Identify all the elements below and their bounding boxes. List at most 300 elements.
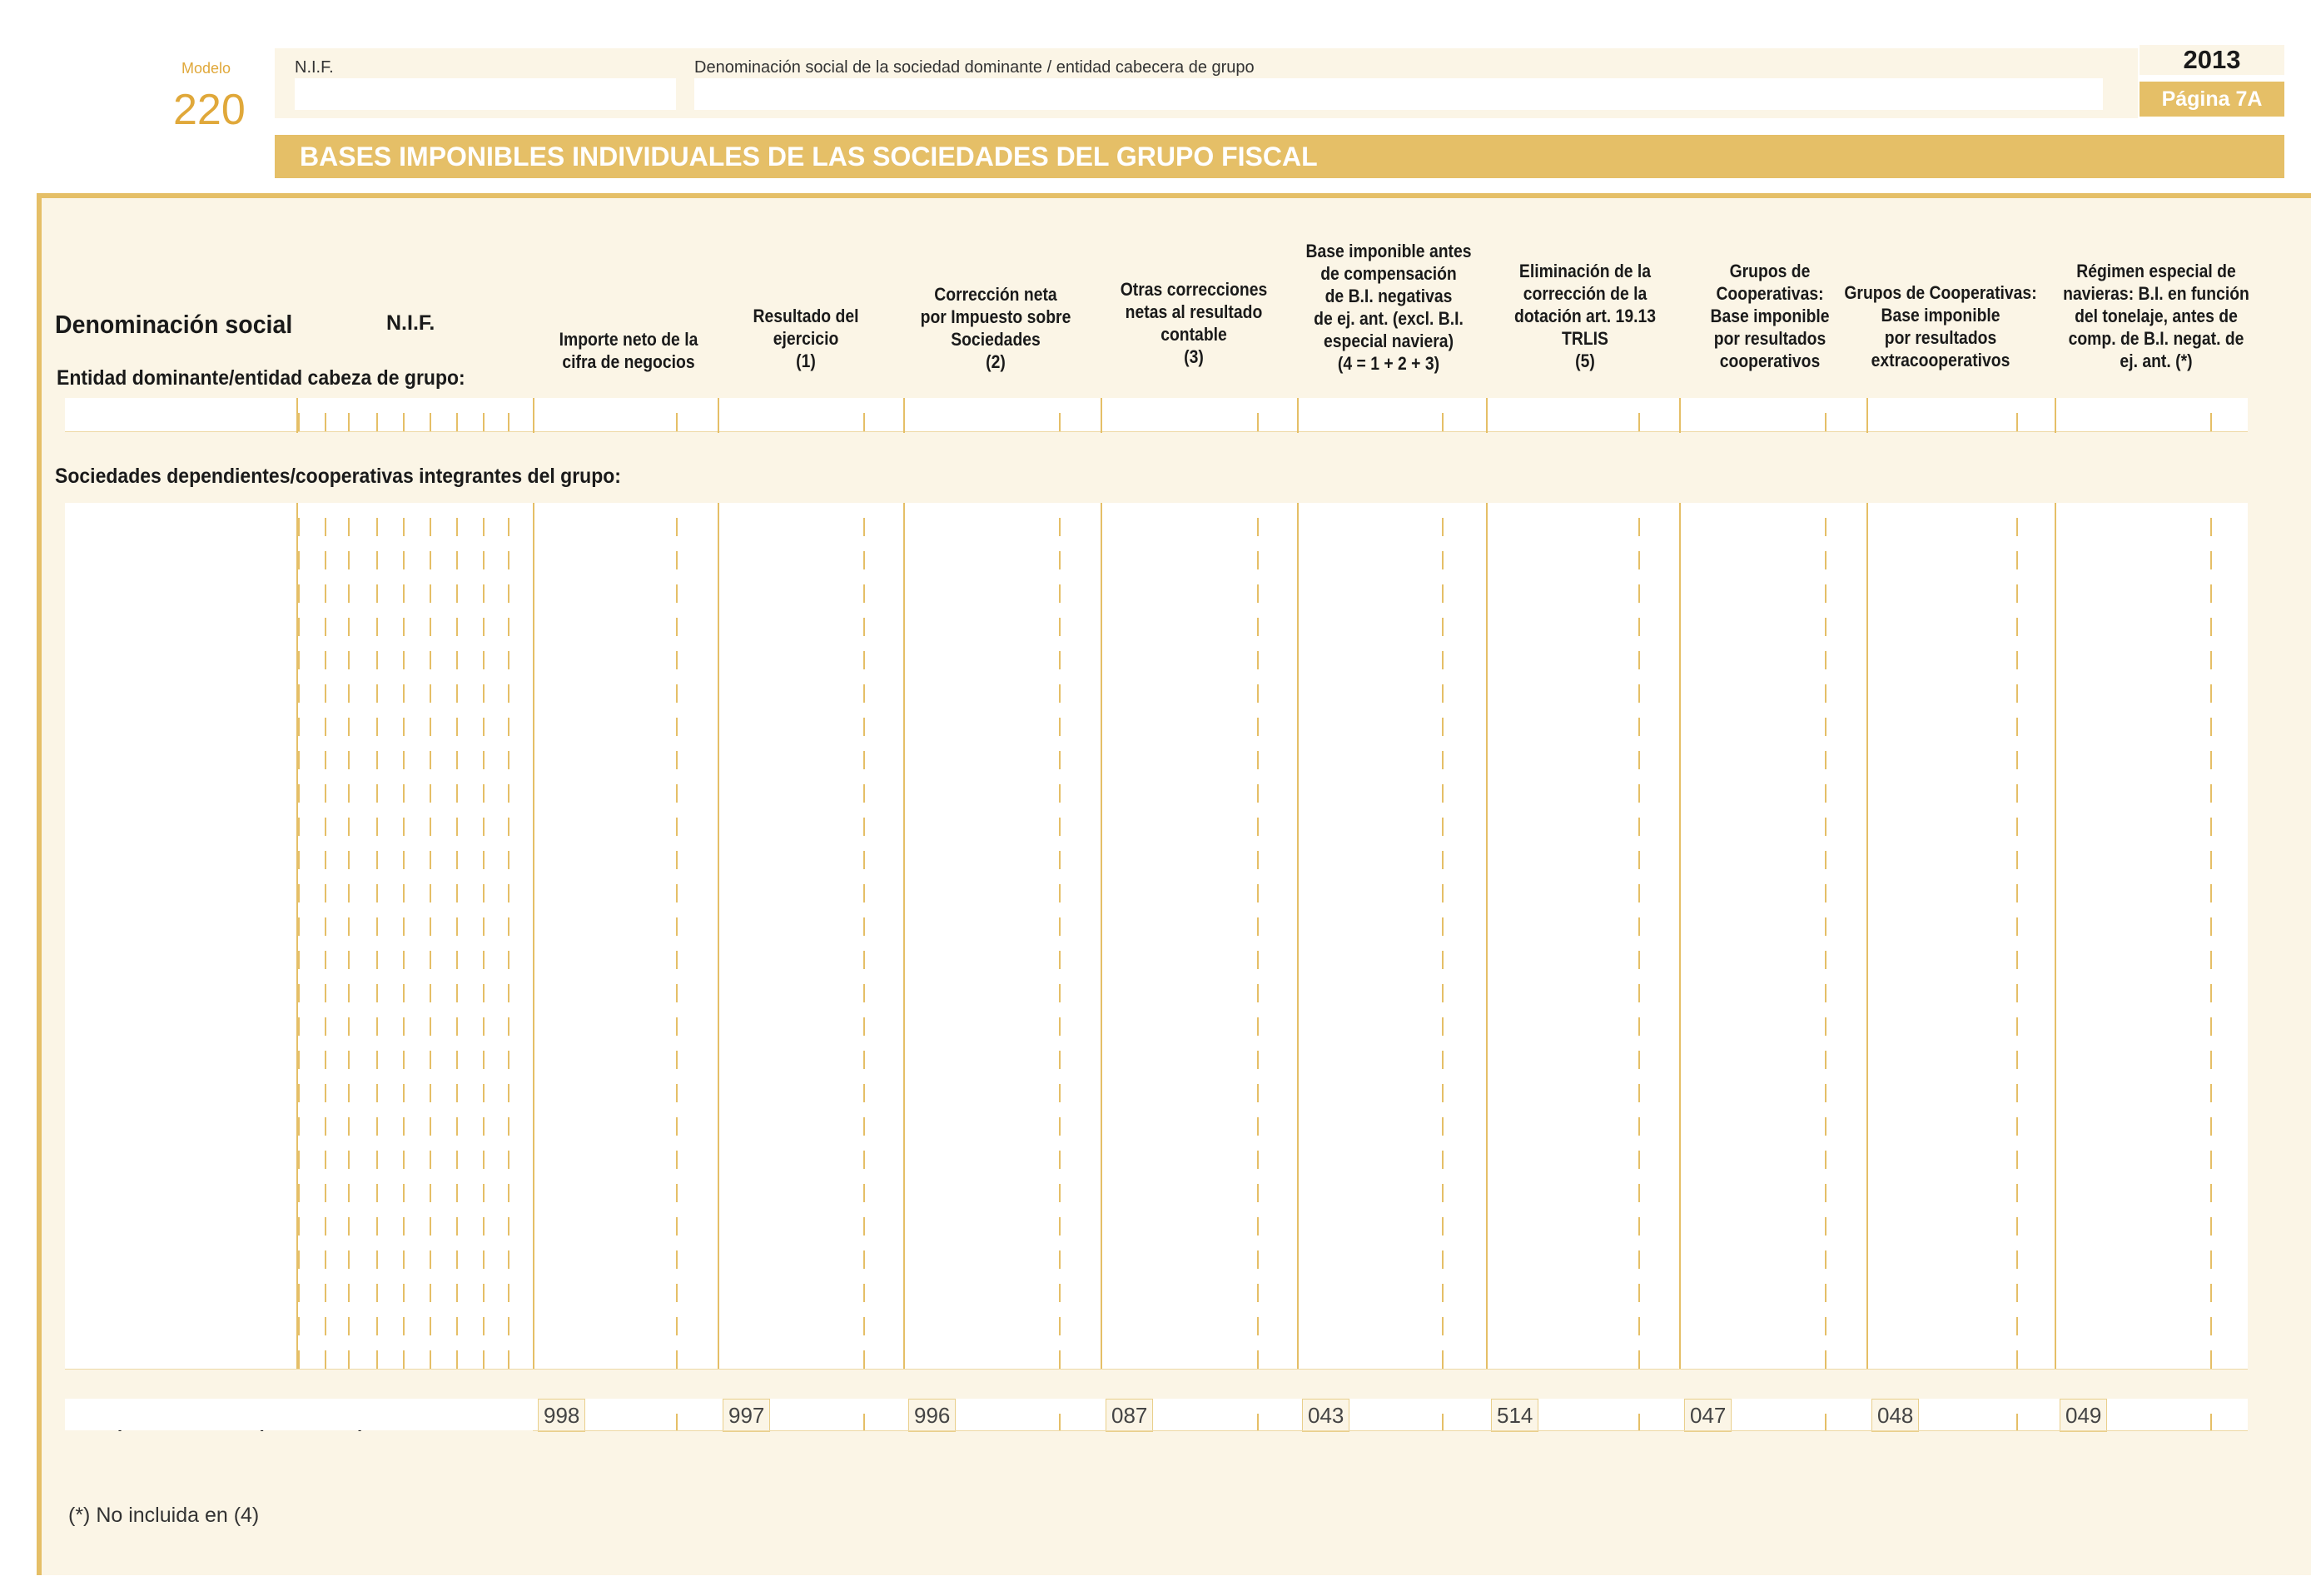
cell-tick — [676, 818, 678, 836]
nif-digit-separator — [376, 1084, 378, 1102]
cell-tick — [1825, 584, 1826, 603]
cell-tick — [1442, 784, 1444, 803]
cell-tick — [1638, 651, 1640, 669]
cell-tick — [676, 1414, 678, 1430]
table-row[interactable] — [65, 1002, 2248, 1036]
cell-tick — [1442, 1184, 1444, 1202]
cell-tick — [676, 1151, 678, 1169]
section-title: BASES IMPONIBLES INDIVIDUALES DE LAS SOCIEDADES DEL GRUPO FISCAL — [275, 135, 2284, 178]
cell-tick — [1825, 751, 1826, 769]
table-row[interactable] — [65, 569, 2248, 603]
cell-tick — [1059, 1151, 1061, 1169]
nif-digit-separator — [508, 751, 509, 769]
nif-digit-separator — [456, 784, 458, 803]
nif-digit-separator — [376, 1317, 378, 1335]
nif-digit-separator — [508, 1184, 509, 1202]
nif-digit-separator — [508, 718, 509, 736]
nif-digit-separator — [430, 718, 431, 736]
nif-digit-separator — [348, 951, 350, 969]
cell-tick — [1257, 1317, 1259, 1335]
nif-digit-separator — [430, 784, 431, 803]
column-header: Régimen especial de navieras: B.I. en función del tonelaje, antes de comp. de B.I. negat. de ej. ant. (*) — [2063, 261, 2249, 371]
cell-tick — [1638, 1317, 1640, 1335]
nif-digit-separator — [348, 984, 350, 1002]
cell-tick — [676, 1017, 678, 1036]
column-line — [1679, 398, 1681, 433]
nif-digit-separator — [456, 518, 458, 536]
nif-digit-separator — [508, 618, 509, 636]
cell-tick — [1257, 1184, 1259, 1202]
cell-tick — [1257, 884, 1259, 902]
totals-underline — [533, 1430, 2248, 1431]
nif-field[interactable] — [295, 78, 676, 110]
nif-digit-separator — [325, 1250, 326, 1269]
nif-digit-separator — [298, 1051, 300, 1069]
cell-tick — [676, 1317, 678, 1335]
cell-tick — [2210, 951, 2212, 969]
table-row[interactable] — [65, 398, 2248, 431]
nif-digit-separator — [483, 551, 485, 569]
cell-tick — [1638, 1217, 1640, 1236]
cell-tick — [863, 784, 865, 803]
nif-digit-separator — [483, 584, 485, 603]
cell-tick — [2210, 584, 2212, 603]
nif-digit-separator — [430, 1217, 431, 1236]
cell-tick — [1638, 618, 1640, 636]
nif-digit-separator — [456, 618, 458, 636]
nif-digit-separator — [298, 1350, 300, 1369]
cell-tick — [2210, 1350, 2212, 1369]
table-row[interactable] — [65, 1036, 2248, 1069]
table-row[interactable] — [65, 736, 2248, 769]
cell-tick — [1257, 1151, 1259, 1169]
cell-tick — [1257, 618, 1259, 636]
cell-tick — [676, 1117, 678, 1136]
cell-tick — [2016, 784, 2018, 803]
cell-tick — [863, 1084, 865, 1102]
table-row[interactable] — [65, 636, 2248, 669]
nif-digit-separator — [403, 984, 405, 1002]
nif-digit-separator — [403, 1317, 405, 1335]
cell-tick — [1257, 951, 1259, 969]
total-code-box: 047 — [1684, 1399, 1732, 1432]
nif-digit-separator — [508, 1284, 509, 1302]
cell-tick — [1638, 718, 1640, 736]
nif-digit-separator — [298, 951, 300, 969]
cell-tick — [676, 1051, 678, 1069]
nif-digit-separator — [456, 818, 458, 836]
cell-tick — [863, 851, 865, 869]
nif-digit-separator — [376, 1284, 378, 1302]
nif-digit-separator — [348, 684, 350, 703]
cell-tick — [2210, 784, 2212, 803]
nif-digit-separator — [348, 884, 350, 902]
nif-digit-separator — [430, 1051, 431, 1069]
nif-digit-separator — [376, 1217, 378, 1236]
cell-tick — [2016, 984, 2018, 1002]
nif-digit-separator — [430, 551, 431, 569]
cell-tick — [1257, 718, 1259, 736]
nif-digit-separator — [456, 1084, 458, 1102]
cell-tick — [1442, 584, 1444, 603]
cell-tick — [2210, 1317, 2212, 1335]
cell-tick — [1257, 1017, 1259, 1036]
nif-digit-separator — [298, 1317, 300, 1335]
cell-tick — [676, 618, 678, 636]
table-row[interactable] — [65, 603, 2248, 636]
nif-digit-separator — [483, 718, 485, 736]
nif-digit-separator — [483, 413, 485, 431]
cell-tick — [1825, 651, 1826, 669]
nif-digit-separator — [325, 951, 326, 969]
cell-tick — [1059, 951, 1061, 969]
nif-digit-separator — [430, 684, 431, 703]
cell-tick — [1825, 984, 1826, 1002]
cell-tick — [863, 1217, 865, 1236]
cell-tick — [1825, 413, 1826, 431]
cell-tick — [1442, 651, 1444, 669]
nif-digit-separator — [508, 984, 509, 1002]
nif-digit-separator — [508, 413, 509, 431]
nif-digit-separator — [456, 584, 458, 603]
nif-digit-separator — [508, 1350, 509, 1369]
cell-tick — [1059, 718, 1061, 736]
denominacion-field[interactable] — [694, 78, 2103, 110]
cell-tick — [1257, 751, 1259, 769]
cell-tick — [1257, 818, 1259, 836]
nif-digit-separator — [325, 651, 326, 669]
cell-tick — [1059, 1350, 1061, 1369]
nif-digit-separator — [430, 1084, 431, 1102]
nif-digit-separator — [403, 518, 405, 536]
table-row[interactable] — [65, 1335, 2248, 1369]
cell-tick — [1442, 1051, 1444, 1069]
totals-entry-row[interactable] — [65, 1399, 2248, 1430]
column-line — [718, 398, 719, 433]
table-row[interactable] — [65, 902, 2248, 936]
cell-tick — [863, 1317, 865, 1335]
cell-tick — [1059, 1250, 1061, 1269]
nif-digit-separator — [483, 784, 485, 803]
cell-tick — [1638, 518, 1640, 536]
nif-digit-separator — [508, 1317, 509, 1335]
total-code-box: 998 — [538, 1399, 585, 1432]
nif-digit-separator — [430, 884, 431, 902]
column-header: Grupos de Cooperativas: Base imponible por resultados extracooperativos — [1844, 282, 2037, 370]
nif-digit-separator — [430, 851, 431, 869]
nif-digit-separator — [298, 1084, 300, 1102]
cell-tick — [1257, 413, 1259, 431]
table-row[interactable] — [65, 536, 2248, 569]
cell-tick — [863, 1350, 865, 1369]
table-row[interactable] — [65, 1069, 2248, 1102]
cell-tick — [1059, 1284, 1061, 1302]
cell-tick — [1638, 684, 1640, 703]
cell-tick — [2210, 1117, 2212, 1136]
nif-digit-separator — [483, 1284, 485, 1302]
nif-digit-separator — [483, 1250, 485, 1269]
cell-tick — [2016, 1184, 2018, 1202]
nif-digit-separator — [430, 1017, 431, 1036]
cell-tick — [1442, 618, 1444, 636]
cell-tick — [863, 518, 865, 536]
cell-tick — [1638, 584, 1640, 603]
cell-tick — [1257, 1350, 1259, 1369]
nif-digit-separator — [348, 784, 350, 803]
cell-tick — [1825, 1184, 1826, 1202]
column-line — [1679, 503, 1681, 1369]
table-row[interactable] — [65, 836, 2248, 869]
nif-digit-separator — [483, 884, 485, 902]
nif-digit-separator — [325, 1284, 326, 1302]
cell-tick — [2210, 1017, 2212, 1036]
total-code-box: 043 — [1302, 1399, 1349, 1432]
cell-tick — [1825, 684, 1826, 703]
cell-tick — [1638, 1084, 1640, 1102]
cell-tick — [2016, 1414, 2018, 1430]
nif-digit-separator — [403, 784, 405, 803]
cell-tick — [1825, 784, 1826, 803]
nif-digit-separator — [403, 751, 405, 769]
cell-tick — [863, 984, 865, 1002]
cell-tick — [1638, 951, 1640, 969]
cell-tick — [1638, 751, 1640, 769]
cell-tick — [1257, 1250, 1259, 1269]
cell-tick — [676, 1217, 678, 1236]
nif-digit-separator — [348, 851, 350, 869]
column-line — [1101, 398, 1102, 433]
nif-digit-separator — [325, 1184, 326, 1202]
nif-digit-separator — [325, 1317, 326, 1335]
table-row[interactable] — [65, 936, 2248, 969]
cell-tick — [1825, 917, 1826, 936]
nif-digit-separator — [348, 1084, 350, 1102]
cell-tick — [1638, 917, 1640, 936]
nif-digit-separator — [376, 751, 378, 769]
table-row[interactable] — [65, 1202, 2248, 1236]
cell-tick — [863, 1017, 865, 1036]
nif-digit-separator — [403, 618, 405, 636]
nif-digit-separator — [325, 1084, 326, 1102]
nif-digit-separator — [298, 1184, 300, 1202]
cell-tick — [676, 584, 678, 603]
nif-digit-separator — [456, 1250, 458, 1269]
table-row[interactable] — [65, 503, 2248, 536]
nif-digit-separator — [298, 651, 300, 669]
nif-digit-separator — [483, 984, 485, 1002]
cell-tick — [2210, 984, 2212, 1002]
nif-digit-separator — [430, 1284, 431, 1302]
nif-digit-separator — [298, 618, 300, 636]
cell-tick — [2210, 1184, 2212, 1202]
cell-tick — [2210, 413, 2212, 431]
cell-tick — [1442, 1217, 1444, 1236]
nif-digit-separator — [508, 851, 509, 869]
cell-tick — [1059, 1117, 1061, 1136]
nif-digit-separator — [508, 1250, 509, 1269]
nif-digit-separator — [430, 1250, 431, 1269]
nif-digit-separator — [508, 884, 509, 902]
table-row[interactable] — [65, 1102, 2248, 1136]
nif-digit-separator — [508, 818, 509, 836]
nif-digit-separator — [348, 413, 350, 431]
cell-tick — [1825, 518, 1826, 536]
cell-tick — [1059, 884, 1061, 902]
nif-digit-separator — [298, 551, 300, 569]
column-header: Resultado del ejercicio (1) — [753, 306, 859, 371]
nif-digit-separator — [508, 1217, 509, 1236]
nif-digit-separator — [508, 1151, 509, 1169]
nif-digit-separator — [298, 1217, 300, 1236]
cell-tick — [2016, 1084, 2018, 1102]
nif-digit-separator — [325, 1350, 326, 1369]
page-badge: Página 7A — [2140, 82, 2284, 117]
cell-tick — [1638, 884, 1640, 902]
nif-digit-separator — [456, 651, 458, 669]
nif-digit-separator — [456, 951, 458, 969]
cell-tick — [1442, 751, 1444, 769]
nif-digit-separator — [348, 1317, 350, 1335]
nif-digit-separator — [325, 851, 326, 869]
nif-digit-separator — [430, 1184, 431, 1202]
cell-tick — [863, 751, 865, 769]
row-underline — [65, 1369, 2248, 1370]
cell-tick — [1638, 1051, 1640, 1069]
total-code-box: 997 — [723, 1399, 770, 1432]
cell-tick — [2210, 1414, 2212, 1430]
cell-tick — [2210, 1217, 2212, 1236]
cell-tick — [1825, 1284, 1826, 1302]
nif-digit-separator — [483, 751, 485, 769]
nif-digit-separator — [456, 751, 458, 769]
cell-tick — [1825, 851, 1826, 869]
cell-tick — [1257, 1284, 1259, 1302]
nif-digit-separator — [325, 684, 326, 703]
cell-tick — [1059, 618, 1061, 636]
cell-tick — [1442, 1250, 1444, 1269]
denominacion-column-header: Denominación social — [55, 310, 293, 339]
nif-digit-separator — [403, 951, 405, 969]
nif-digit-separator — [508, 784, 509, 803]
cell-tick — [1825, 1084, 1826, 1102]
column-header: Base imponible antes de compensación de B.I. negativas de ej. ant. (excl. B.I. especial naviera) (4 = 1 + 2 + 3) — [1305, 241, 1472, 374]
nif-digit-separator — [430, 1151, 431, 1169]
cell-tick — [1059, 1184, 1061, 1202]
cell-tick — [863, 551, 865, 569]
cell-tick — [676, 1084, 678, 1102]
table-row[interactable] — [65, 1269, 2248, 1302]
cell-tick — [2016, 1217, 2018, 1236]
entidad-dominante-label: Entidad dominante/entidad cabeza de grupo: — [57, 366, 465, 390]
nif-digit-separator — [298, 884, 300, 902]
cell-tick — [1059, 1317, 1061, 1335]
cell-tick — [2210, 851, 2212, 869]
table-row[interactable] — [65, 703, 2248, 736]
cell-tick — [2016, 413, 2018, 431]
nif-digit-separator — [456, 1217, 458, 1236]
nif-digit-separator — [403, 818, 405, 836]
cell-tick — [1442, 851, 1444, 869]
table-row[interactable] — [65, 1302, 2248, 1335]
table-row[interactable] — [65, 869, 2248, 902]
nif-digit-separator — [298, 984, 300, 1002]
cell-tick — [1059, 413, 1061, 431]
nif-digit-separator — [508, 951, 509, 969]
nif-digit-separator — [298, 1151, 300, 1169]
nif-digit-separator — [376, 1117, 378, 1136]
nif-digit-separator — [483, 1051, 485, 1069]
cell-tick — [676, 1250, 678, 1269]
cell-tick — [863, 1414, 865, 1430]
cell-tick — [676, 884, 678, 902]
nif-digit-separator — [456, 1151, 458, 1169]
cell-tick — [2210, 1250, 2212, 1269]
table-row[interactable] — [65, 669, 2248, 703]
cell-tick — [1825, 1217, 1826, 1236]
cell-tick — [676, 917, 678, 936]
table-row[interactable] — [65, 969, 2248, 1002]
nif-column-header: N.I.F. — [386, 311, 435, 335]
table-row[interactable] — [65, 1169, 2248, 1202]
column-line — [2055, 398, 2056, 433]
cell-tick — [1257, 784, 1259, 803]
nif-digit-separator — [325, 1051, 326, 1069]
nif-digit-separator — [456, 1017, 458, 1036]
nif-digit-separator — [508, 551, 509, 569]
nif-digit-separator — [298, 1250, 300, 1269]
table-row[interactable] — [65, 1236, 2248, 1269]
cell-tick — [1638, 1151, 1640, 1169]
cell-tick — [1638, 818, 1640, 836]
cell-tick — [2210, 651, 2212, 669]
nif-digit-separator — [348, 751, 350, 769]
cell-tick — [1825, 551, 1826, 569]
cell-tick — [863, 584, 865, 603]
nif-digit-separator — [430, 917, 431, 936]
nif-digit-separator — [348, 551, 350, 569]
nif-digit-separator — [403, 1151, 405, 1169]
nif-digit-separator — [298, 1117, 300, 1136]
cell-tick — [863, 413, 865, 431]
nif-digit-separator — [376, 684, 378, 703]
table-row[interactable] — [65, 803, 2248, 836]
column-line — [903, 398, 905, 433]
nif-digit-separator — [325, 618, 326, 636]
nif-digit-separator — [508, 651, 509, 669]
nif-digit-separator — [483, 1117, 485, 1136]
cell-tick — [1442, 917, 1444, 936]
table-row[interactable] — [65, 1136, 2248, 1169]
cell-tick — [2016, 684, 2018, 703]
nif-digit-separator — [348, 818, 350, 836]
nif-digit-separator — [456, 984, 458, 1002]
cell-tick — [2016, 651, 2018, 669]
cell-tick — [1442, 1084, 1444, 1102]
nif-digit-separator — [430, 584, 431, 603]
column-header: Corrección neta por Impuesto sobre Sociedades (2) — [920, 284, 1071, 372]
table-row[interactable] — [65, 769, 2248, 803]
nif-digit-separator — [376, 984, 378, 1002]
cell-tick — [2016, 551, 2018, 569]
cell-tick — [1442, 951, 1444, 969]
cell-tick — [2016, 1151, 2018, 1169]
nif-digit-separator — [298, 584, 300, 603]
cell-tick — [1059, 551, 1061, 569]
cell-tick — [1257, 1051, 1259, 1069]
nif-digit-separator — [456, 718, 458, 736]
nif-column-line — [296, 503, 298, 1369]
cell-tick — [676, 684, 678, 703]
